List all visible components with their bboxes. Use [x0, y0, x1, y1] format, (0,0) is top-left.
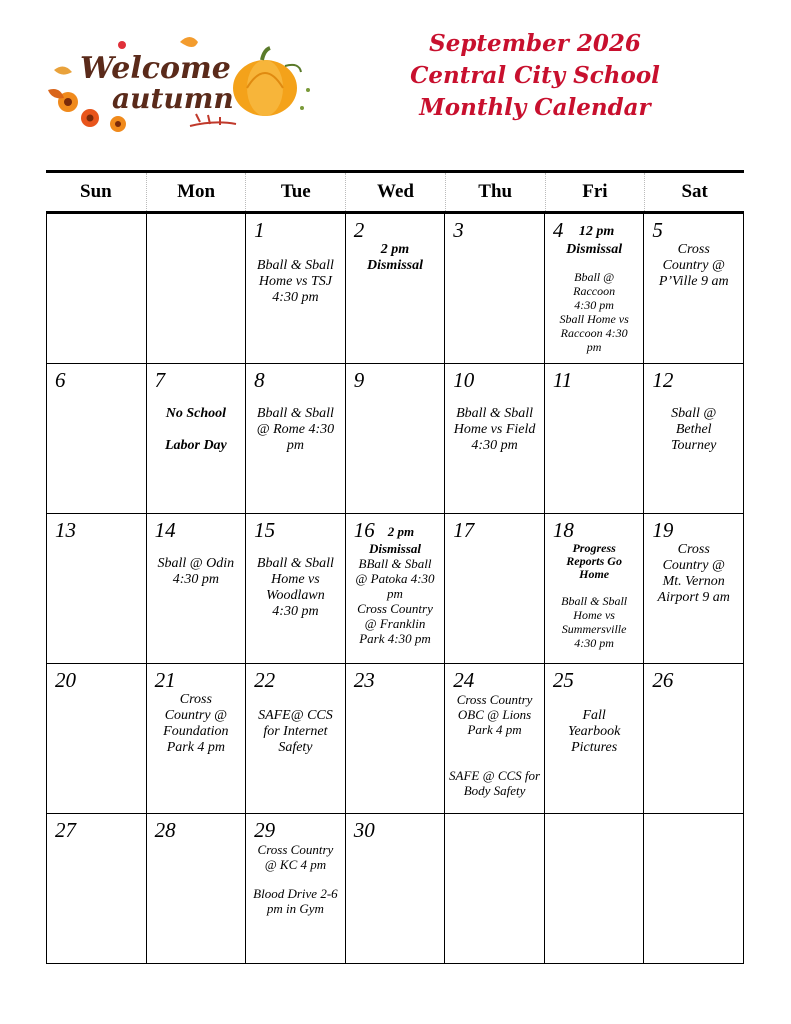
- day-number: 8: [254, 368, 265, 392]
- day-number: 16: [353, 518, 375, 542]
- event-text: Sball Home vs Raccoon 4:30 pm: [559, 312, 629, 354]
- day-number: 18: [552, 518, 574, 542]
- title-subtitle: Monthly Calendar: [419, 94, 651, 121]
- event-text: Dismissal: [566, 242, 623, 257]
- logo-text-welcome: Welcome: [80, 51, 231, 86]
- event-text: Cross Country @ P’Ville 9 am: [658, 242, 729, 289]
- autumn-illustration: [40, 30, 320, 140]
- day-number: 12: [652, 368, 674, 392]
- day-cell-5: [644, 214, 744, 364]
- event-text: BBall & Sball @ Patoka 4:30 pm: [355, 556, 435, 601]
- day-number: 7: [154, 368, 166, 392]
- day-number: 20: [55, 668, 76, 692]
- day-cell-25: [545, 664, 645, 814]
- day-cell-17: [445, 514, 545, 664]
- weekday-mon: Mon: [146, 173, 246, 211]
- event-text: Bball & Sball Home vs Field 4:30 pm: [453, 406, 536, 453]
- day-number: 5: [652, 218, 663, 242]
- day-cell-empty: [445, 814, 545, 964]
- day-cell-4: [545, 214, 645, 364]
- day-cell-16: [346, 514, 446, 664]
- event-text: Cross Country OBC @ Lions Park 4 pm: [456, 692, 533, 737]
- weekday-wed: Wed: [345, 173, 445, 211]
- day-cell-9: [346, 364, 446, 514]
- event-text: Cross Country @ Franklin Park 4:30 pm: [357, 601, 433, 646]
- day-number: 29: [254, 818, 276, 842]
- day-cell-2: [346, 214, 446, 364]
- logo-text-autumn: autumn: [112, 82, 234, 115]
- event-text: SAFE @ CCS for Body Safety: [449, 768, 541, 798]
- day-cell-10: [445, 364, 545, 514]
- day-cell-13: [47, 514, 147, 664]
- day-number: 17: [453, 518, 475, 542]
- day-number: 25: [552, 668, 574, 692]
- day-number: 10: [453, 368, 475, 392]
- day-number: 14: [154, 518, 176, 542]
- day-number: 1: [254, 218, 265, 242]
- event-time: 2 pm: [387, 524, 415, 539]
- event-text: Fall Yearbook Pictures: [567, 708, 621, 755]
- day-number: 30: [353, 818, 375, 842]
- day-cell-3: [445, 214, 545, 364]
- day-number: 3: [453, 218, 464, 242]
- day-cell-empty: [545, 814, 645, 964]
- day-number: 13: [55, 518, 76, 542]
- calendar-grid: [46, 214, 744, 964]
- day-cell-22: [246, 664, 346, 814]
- weekday-sat: Sat: [644, 173, 744, 211]
- event-text: Bball @ Raccoon 4:30 pm: [573, 270, 616, 312]
- day-cell-26: [644, 664, 744, 814]
- day-cell-11: [545, 364, 645, 514]
- event-text: Dismissal: [368, 541, 421, 556]
- calendar-table: [46, 170, 744, 964]
- event-text: Cross Country @ KC 4 pm: [257, 842, 334, 872]
- event-text: Sball @ Bethel Tourney: [671, 406, 717, 453]
- day-cell-28: [147, 814, 247, 964]
- day-number: 11: [552, 368, 573, 392]
- event-text: Blood Drive 2-6 pm in Gym: [253, 886, 338, 916]
- event-text: Cross Country @ Foundation Park 4 pm: [163, 692, 229, 755]
- day-number: 19: [652, 518, 674, 542]
- title-school: Central City School: [410, 62, 660, 89]
- day-cell-23: [346, 664, 446, 814]
- day-number: 27: [55, 818, 76, 842]
- day-number: 15: [254, 518, 276, 542]
- day-cell-12: [644, 364, 744, 514]
- day-cell-empty: [47, 214, 147, 364]
- event-text: Cross Country @ Mt. Vernon Airport 9 am: [657, 542, 730, 605]
- day-cell-6: [47, 364, 147, 514]
- day-cell-20: [47, 664, 147, 814]
- day-cell-empty: [147, 214, 247, 364]
- day-number: 9: [353, 368, 365, 392]
- day-number: 2: [353, 218, 365, 242]
- calendar-title: [390, 28, 680, 124]
- day-number: 6: [55, 368, 66, 392]
- weekday-header-row: [46, 170, 744, 214]
- day-number: 26: [652, 668, 674, 692]
- event-time: 12 pm: [578, 224, 615, 239]
- day-cell-29: [246, 814, 346, 964]
- event-text: No School: [165, 406, 226, 421]
- day-cell-30: [346, 814, 446, 964]
- day-cell-19: [644, 514, 744, 664]
- day-number: 22: [254, 668, 276, 692]
- weekday-sun: Sun: [80, 181, 112, 202]
- day-cell-7: [147, 364, 247, 514]
- event-text: Labor Day: [164, 438, 227, 453]
- event-text: Bball & Sball @ Rome 4:30 pm: [256, 406, 335, 453]
- weekday-thu: Thu: [445, 173, 545, 211]
- day-cell-15: [246, 514, 346, 664]
- day-number: 4: [552, 218, 564, 242]
- weekday-tue: Tue: [245, 173, 345, 211]
- event-text: Bball & Sball Home vs Summersville 4:30 pm: [561, 594, 628, 650]
- day-number: 24: [453, 668, 475, 692]
- day-cell-27: [47, 814, 147, 964]
- event-text: SAFE@ CCS for Internet Safety: [258, 708, 333, 755]
- title-month: September 2026: [429, 30, 641, 57]
- event-text: Bball & Sball Home vs Woodlawn 4:30 pm: [256, 556, 334, 619]
- day-cell-8: [246, 364, 346, 514]
- day-number: 28: [154, 818, 176, 842]
- welcome-autumn-logo: [40, 30, 320, 140]
- day-cell-18: [545, 514, 645, 664]
- day-cell-14: [147, 514, 247, 664]
- event-text: 2 pm Dismissal: [366, 242, 423, 273]
- day-cell-empty: [644, 814, 744, 964]
- event-text: Progress Reports Go Home: [566, 541, 622, 581]
- day-cell-21: [147, 664, 247, 814]
- event-text: Bball & Sball Home vs TSJ 4:30 pm: [256, 258, 334, 305]
- day-number: 21: [154, 668, 176, 692]
- day-number: 23: [353, 668, 375, 692]
- weekday-fri: Fri: [545, 173, 645, 211]
- day-cell-1: [246, 214, 346, 364]
- day-cell-24: [445, 664, 545, 814]
- event-text: Sball @ Odin 4:30 pm: [157, 556, 235, 587]
